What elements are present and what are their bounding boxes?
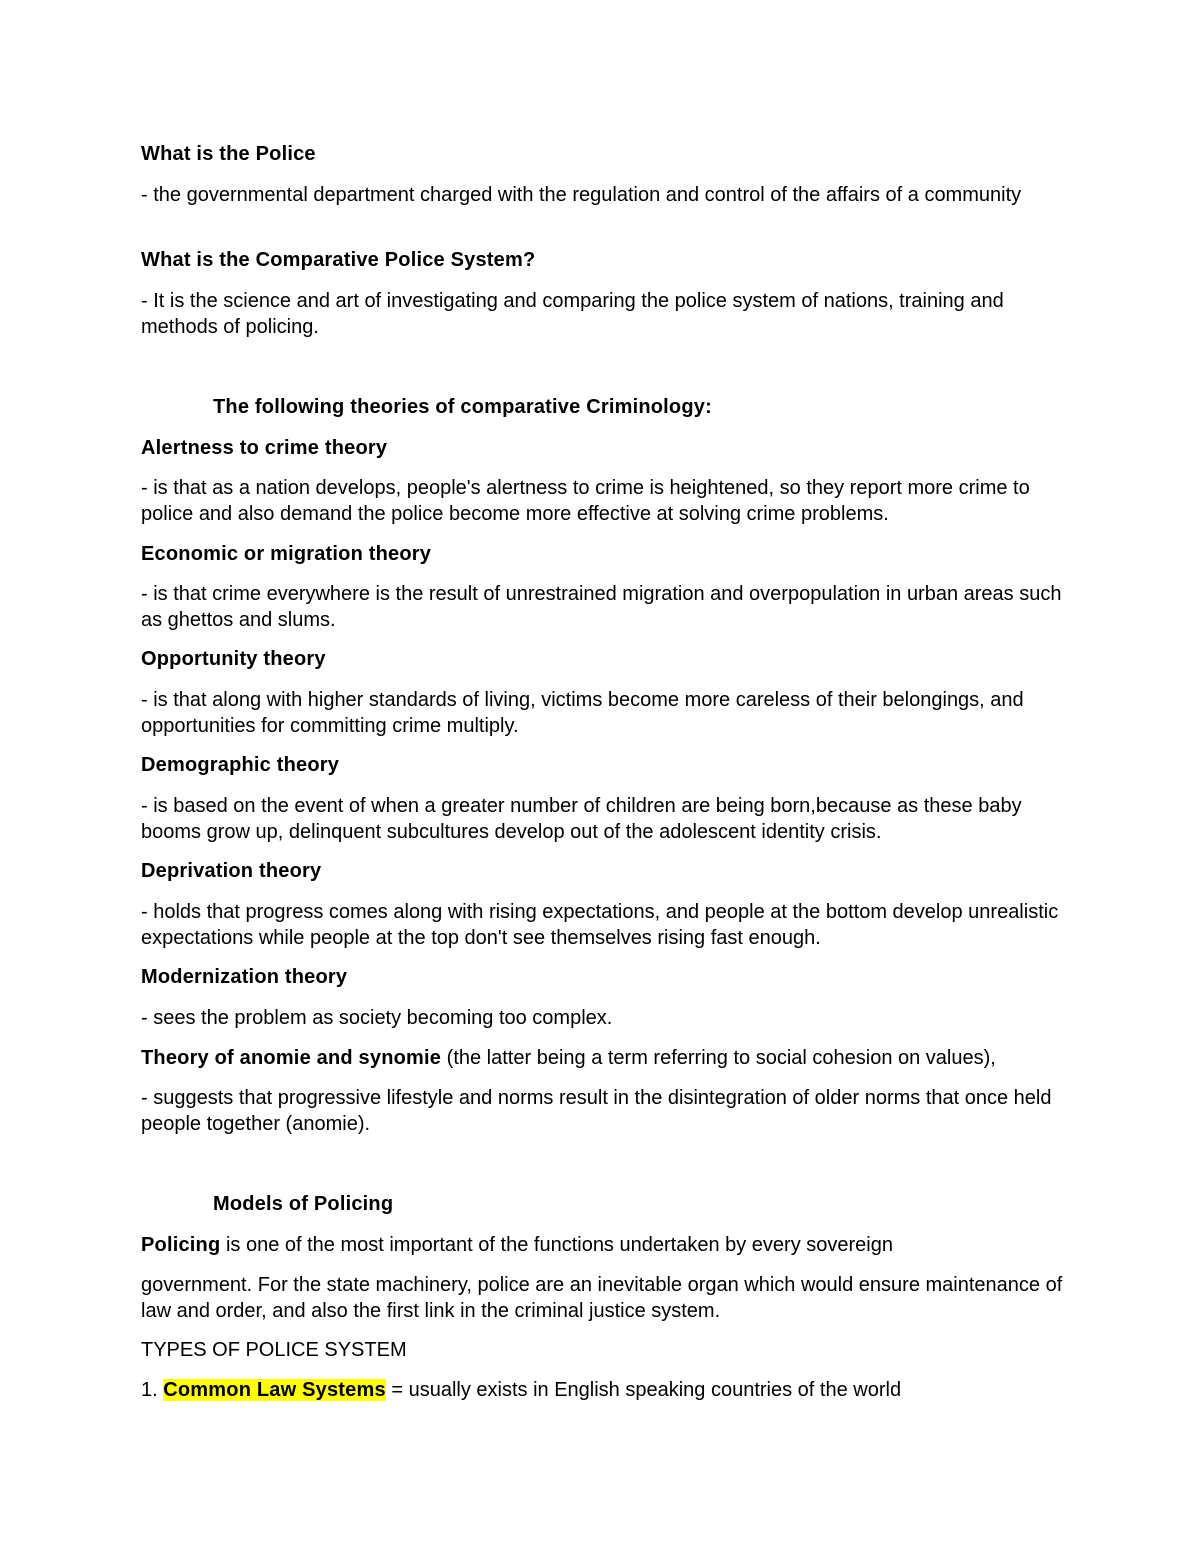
theory-description: - is that along with higher standards of living, victims become more careless of their belongings, and opportunities for committing crime multiply. — [141, 689, 1024, 737]
type-description: = usually exists in English speaking countries of the world — [385, 1379, 902, 1401]
theory-name: Demographic theory — [141, 754, 340, 776]
type-item-common-law — [141, 1378, 1071, 1404]
heading-theories: The following theories of comparative Criminology: — [213, 396, 712, 418]
theory-description: - is based on the event of when a greater number of children are being born,because as these baby booms grow up, delinquent subcultures develop out of the adolescent identity crisis. — [141, 795, 1022, 843]
theory-name: Alertness to crime theory — [141, 437, 388, 459]
policing-body: government. For the state machinery, police are an inevitable organ which would ensure maintenance of law and order, and also the first link in the criminal justice system. — [141, 1274, 1063, 1322]
theory-name: Theory of anomie and synomie — [141, 1047, 442, 1069]
definition-police: - the governmental department charged with the regulation and control of the affairs of a community — [141, 184, 1022, 206]
theory-description: - holds that progress comes along with rising expectations, and people at the bottom develop unrealistic expectations while people at the top don't see themselves rising fast enough. — [141, 901, 1059, 949]
theory-name: Economic or migration theory — [141, 543, 432, 565]
policing-intro-line — [141, 1233, 1071, 1259]
heading-what-is-police: What is the Police — [141, 143, 316, 165]
definition-comparative-police-system: - It is the science and art of investigating and comparing the police system of nations, training and methods of policing. — [141, 290, 1004, 338]
theory-description: - sees the problem as society becoming too complex. — [141, 1007, 613, 1029]
highlighted-term: Common Law Systems — [163, 1379, 386, 1401]
heading-types-of-police-system: TYPES OF POLICE SYSTEM — [141, 1339, 407, 1361]
theory-description: - suggests that progressive lifestyle and norms result in the disintegration of older norms that once held people together (anomie). — [141, 1087, 1052, 1135]
heading-models-of-policing: Models of Policing — [213, 1193, 394, 1215]
type-number: 1. — [141, 1379, 164, 1401]
theory-name: Modernization theory — [141, 966, 348, 988]
heading-comparative-police-system: What is the Comparative Police System? — [141, 249, 536, 271]
theory-name-note: (the latter being a term referring to social cohesion on values), — [441, 1047, 996, 1069]
theory-anomie-line — [141, 1046, 1071, 1072]
theory-description: - is that crime everywhere is the result of unrestrained migration and overpopulation in urban areas such as ghettos and slums. — [141, 583, 1062, 631]
policing-intro-rest: is one of the most important of the functions undertaken by every sovereign — [220, 1234, 893, 1256]
policing-term: Policing — [141, 1234, 221, 1256]
theory-name: Deprivation theory — [141, 860, 322, 882]
theory-name: Opportunity theory — [141, 648, 326, 670]
theory-description: - is that as a nation develops, people's alertness to crime is heightened, so they report more crime to police and also demand the police become more effective at solving crime problems. — [141, 477, 1030, 525]
